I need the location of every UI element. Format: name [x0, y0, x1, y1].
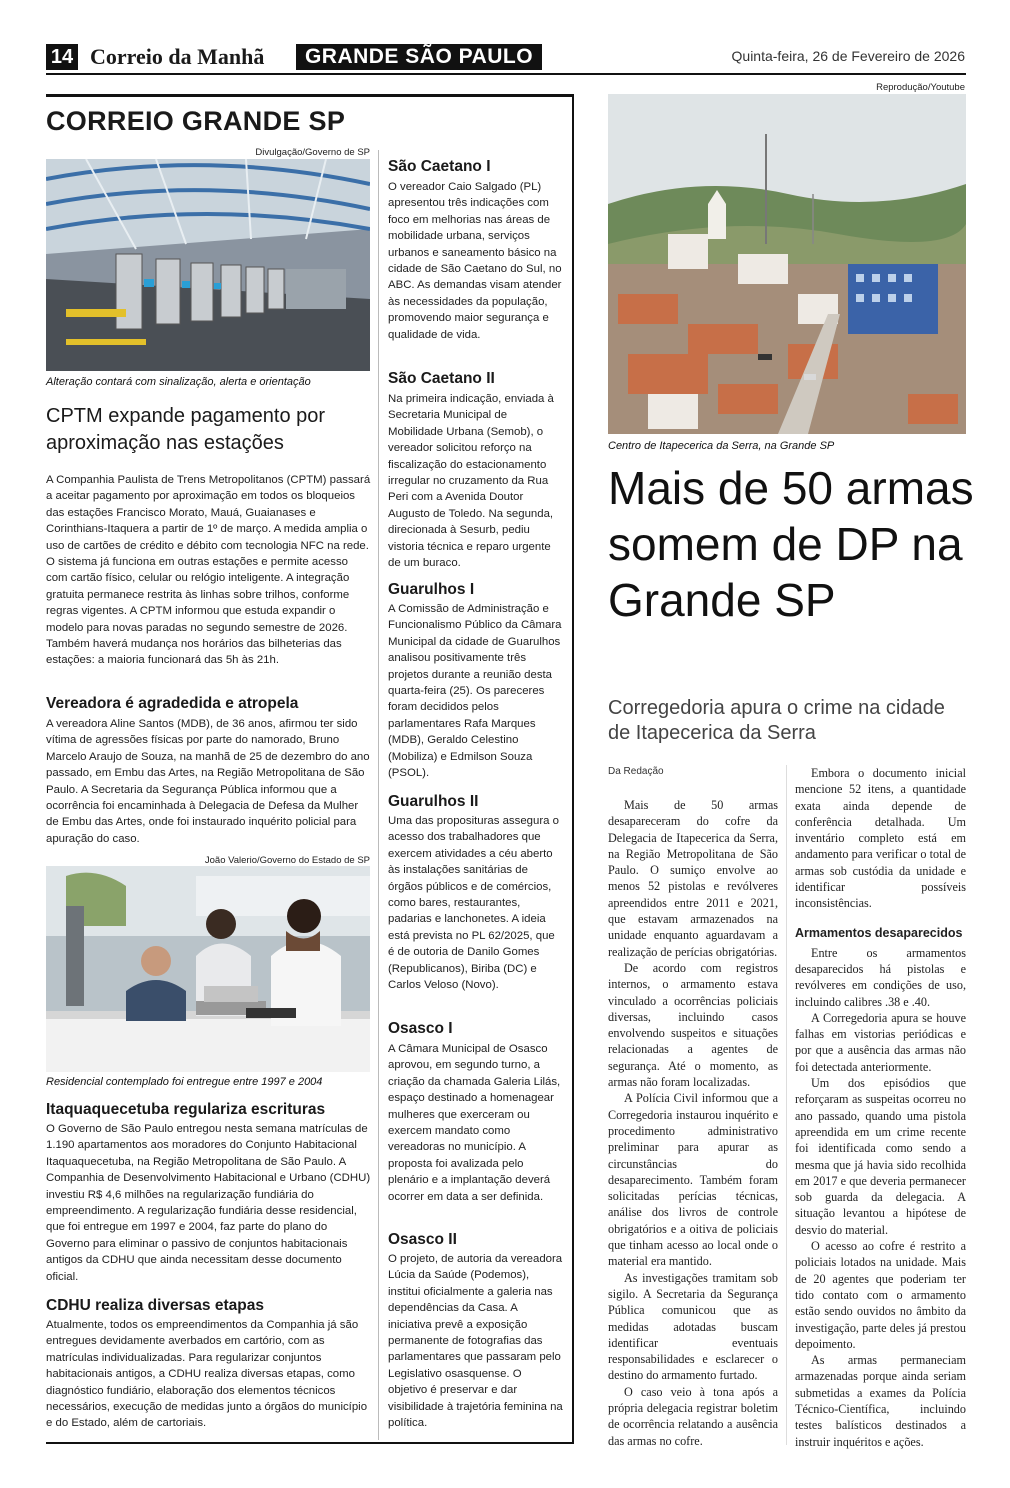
photo-credit: Reprodução/Youtube — [876, 82, 965, 93]
newspaper-name: Correio da Manhã — [90, 44, 265, 69]
story-subheading: Armamentos desaparecidos — [795, 925, 963, 940]
article-title: CPTM expande pagamento por aproximação nas estações — [46, 405, 326, 454]
photo-credit: Divulgação/Governo de SP — [255, 147, 370, 158]
story-paragraph: As armas permaneciam armazenadas porque ainda seriam submetidas a exames da Polícia Técnico-Científica, incluindo testes balísticos destinados a instruir inquéritos e ações. — [795, 1353, 966, 1449]
issue-date: Quinta-feira, 26 de Fevereiro de 2026 — [731, 48, 965, 64]
story-paragraph: A Corregedoria apura se houve falhas em vistorias periódicas e por que a ausência das armas não foi detectada anteriormente. — [795, 1010, 966, 1074]
note-body: Na primeira indicação, enviada à Secretaria Municipal de Mobilidade Urbana (Semob), o vereador solicitou reforço na fiscalização do estacionamento irregular no cruzamento da Rua Peri com a Avenida Doutor Augusto de Toledo. Na segunda, direcionada à Sesurb, pediu vistoria técnica e reparo urgente de um buraco. — [388, 393, 554, 570]
note-title: Guarulhos I — [388, 581, 475, 598]
story-paragraph: As investigações tramitam sob sigilo. A Secretaria da Segurança Pública comunicou que as medidas adotadas buscam identificar eventuais responsabilidades e esclarecer o destino do armamento furtado. — [608, 1270, 778, 1383]
note-body: Uma das proposituras assegura o acesso dos trabalhadores que exercem atividades a céu aberto às instalações sanitárias de órgãos públicos e de comércios, como bares, restaurantes, padarias e lanchonetes. A ideia está prevista no PL 62/2025, que é de outoria de Danilo Gomes (Republicanos), Biriba (DC) e Carlos Veloso (Novo). — [388, 815, 559, 992]
note-title: Osasco I — [388, 1020, 453, 1037]
story-paragraph: Entre os armamentos desaparecidos há pistolas e revólveres em condições de uso, incluindo calibres .38 e .40. — [795, 945, 966, 1009]
article-title: Vereadora é agradedida e atropela — [46, 695, 299, 712]
note-body: A Câmara Municipal de Osasco aprovou, em segundo turno, a criação da chamada Galeria Lilás, espaço destinado a homenagear mulheres que exerceram ou exercem mandato como vereadoras no município. A proposta foi avalizada pelo plenário e a implantação deverá ocorrer em data a ser definida. — [388, 1043, 561, 1203]
story-column-2 — [795, 765, 966, 1450]
left-top-rule — [46, 94, 572, 97]
article-body: Atualmente, todos os empreendimentos da Companhia já são entregues devidamente averbados em cartório, com as matrículas individualizadas. Para regularizar conjuntos habitacionais antigos, a CDHU realiza diversas etapas, como diagnóstico fundiário, elaboração dos elementos técnicos necessários, execução de medidas junto a órgãos do município e do Estado, além de cartoriais. — [46, 1319, 368, 1430]
article-body: A vereadora Aline Santos (MDB), de 36 anos, afirmou ter sido vítima de agressões físicas por parte do namorado, Bruno Marcelo Araujo de Souza, na manhã de 25 de dezembro do ano passado, em Embu das Artes, na Região Metropolitana de São Paulo. A Secretaria da Segurança Pública informou que a ocorrência foi encaminhada à Delegacia de Defesa da Mulher de Embu das Artes, onde foi instaurado inquérito policial para apuração do caso. — [46, 718, 370, 845]
note-body: O projeto, de autoria da vereadora Lúcia da Saúde (Podemos), institui oficialmente a galeria nas dependências da Casa. A iniciativa prevê a exposição permanente de fotografias das parlamentares que passaram pelo Legislativo osasquense. O objetivo é preservar e dar visibilidade à trajetória feminina na política. — [388, 1253, 563, 1430]
story-paragraph: Embora o documento inicial mencione 52 itens, a quantidade exata ainda depende de conferência detalhada. Um inventário completo está em andamento para verificar o total de armas sob custódia da unidade e identificar possíveis inconsistências. — [795, 766, 966, 911]
article-body: A Companhia Paulista de Trens Metropolitanos (CPTM) passará a aceitar pagamento por aproximação em todos os bloqueios das estações Francisco Morato, Mauá, Guaianases e Corinthians-Itaquera a partir de 1º de março. A medida amplia o uso de cartões de crédito e débito com tecnologia NFC na rede. O sistema já funciona em outras estações e permite acesso com cartão físico, celular ou relógio inteligente. A integração gratuita permanece restrita às linhas sobre trilhos, conforme regras vigentes. A CPTM informou que estuda expandir o modelo para novas paradas no segundo semestre de 2026. Também haverá mudança nos horários das bilheterias das estações: a maioria funcionará das 5h às 21h. — [46, 474, 371, 667]
story-column-1 — [608, 797, 778, 1449]
note-title: São Caetano II — [388, 370, 495, 387]
column-divider-main — [786, 765, 787, 1445]
photo-caption: Alteração contará com sinalização, alerta e orientação — [46, 376, 311, 388]
housing-documents-photo — [46, 866, 370, 1072]
note-body: A Comissão de Administração e Funcionalismo Público da Câmara Municipal da cidade de Guarulhos analisou positivamente três projetos durante a reunião desta quarta-feira (25). Os pareceres foram decididos pelos parlamentares Rafa Marques (MDB), Geraldo Celestino (Mobiliza) e Edmilson Souza (PSOL). — [388, 603, 562, 780]
note-body: O vereador Caio Salgado (PL) apresentou três indicações com foco em melhorias nas áreas de mobilidade urbana, serviços urbanos e saneamento básico na cidade de São Caetano do Sul, no ABC. As demandas visam atender às necessidades da população, promovendo maior segurança e qualidade de vida. — [388, 181, 562, 341]
story-paragraph: Mais de 50 armas desapareceram do cofre da Delegacia de Itapecerica da Serra, na Região Metropolitana de São Paulo. O sumiço envolve ao menos 52 pistolas e revólveres apreendidos entre 2011 e 2021, que estavam armazenados na unidade enquanto aguardavam a realização de perícias obrigatórias. — [608, 798, 778, 959]
photo-caption: Centro de Itapecerica da Serra, na Grande SP — [608, 440, 835, 452]
column-divider — [378, 150, 379, 1440]
section-banner: GRANDE SÃO PAULO — [296, 44, 542, 70]
section-title: CORREIO GRANDE SP — [46, 106, 346, 136]
story-paragraph: A Polícia Civil informou que a Corregedoria instaurou inquérito e procedimento administrativo preliminar para apurar as circunstâncias do desaparecimento. Também foram solicitadas perícias técnicas, análise dos livros de controle obrigatórios e a oitiva de policiais que tinham acesso ao local onde o material era mantido. — [608, 1091, 778, 1269]
story-paragraph: Um dos episódios que reforçaram as suspeitas ocorreu no ano passado, quando uma pistola apreendida em um crime recente foi identificada como sendo a mesma que já havia sido recolhida em 2017 e que deveria permanecer sob guarda da delegacia. A situação levantou a hipótese de desvio do material. — [795, 1076, 966, 1237]
station-turnstiles-photo — [46, 159, 370, 371]
photo-caption: Residencial contemplado foi entregue entre 1997 e 2004 — [46, 1076, 323, 1088]
story-paragraph: O caso veio à tona após a própria delegacia registrar boletim de ocorrência relatando a ausência das armas no cofre. — [608, 1384, 778, 1448]
city-aerial-photo — [608, 94, 966, 434]
story-paragraph: O acesso ao cofre é restrito a policiais lotados na unidade. Mais de 20 agentes que poderiam ter tido contato com o armamento estão sendo ouvidos no âmbito da investigação, parte deles já prestou depoimento. — [795, 1239, 966, 1351]
section-divider — [572, 94, 574, 1444]
main-headline: Mais de 50 armas somem de DP na Grande SP — [608, 462, 974, 626]
byline: Da Redação — [608, 766, 664, 777]
photo-credit: João Valerio/Governo do Estado de SP — [204, 855, 370, 866]
subheadline: Corregedoria apura o crime na cidade de Itapecerica da Serra — [608, 697, 945, 744]
page-number: 14 — [46, 44, 78, 70]
article-title: CDHU realiza diversas etapas — [46, 1297, 264, 1314]
article-body: O Governo de São Paulo entregou nesta semana matrículas de 1.190 apartamentos aos moradores do Conjunto Habitacional Itaquaquecetuba, na Região Metropolitana de São Paulo. A Companhia de Desenvolvimento Habitacional e Urbano (CDHU) investiu R$ 4,6 milhões na regularização fundiária do empreendimento. A regularização fundiária desse residencial, que foi entregue em 1997 e 2004, faz parte do plano do Governo para eliminar o passivo de conjuntos habitacionais antigos da CDHU que ainda necessitam desse documento oficial. — [46, 1123, 371, 1283]
left-bottom-rule — [46, 1442, 572, 1444]
note-title: Osasco II — [388, 1231, 457, 1248]
header-rule — [46, 73, 966, 75]
article-title: Itaquaquecetuba regulariza escrituras — [46, 1101, 326, 1118]
note-title: Guarulhos II — [388, 793, 479, 810]
note-title: São Caetano I — [388, 158, 491, 175]
story-paragraph: De acordo com registros internos, o armamento estava vinculado a ocorrências policiais diversas, incluindo casos envolvendo suspeitos e situações relacionadas a agentes de segurança. Até o momento, as armas não foram localizadas. — [608, 960, 778, 1090]
